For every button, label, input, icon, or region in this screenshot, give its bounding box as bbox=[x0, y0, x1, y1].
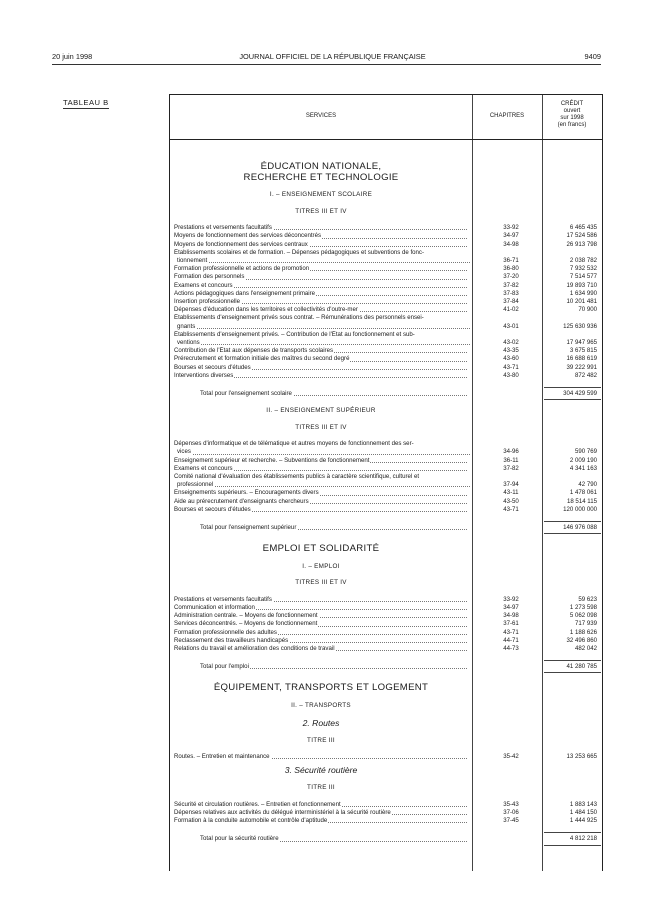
row-label: Établissements scolaires et de formation. – Dépenses pédagogiques et subventions de fonc- bbox=[174, 248, 424, 256]
row-credit: 5 062 098 bbox=[569, 612, 597, 620]
row-chapitre: 43-02 bbox=[503, 339, 519, 346]
heading-line: TITRES III ET IV bbox=[295, 207, 347, 215]
row-label: Services déconcentrés. – Moyens de fonctionnement bbox=[174, 620, 318, 628]
table-row bbox=[174, 637, 602, 645]
table-row bbox=[174, 465, 602, 473]
table-row bbox=[174, 481, 602, 489]
row-label: Formation professionnelle et actions de promotion bbox=[174, 265, 310, 273]
row-credit: 2 009 190 bbox=[569, 456, 597, 464]
row-chapitre: 43-80 bbox=[503, 371, 519, 379]
table-row bbox=[174, 298, 602, 306]
row-label: Comité national d'évaluation des établissements publics à caractère scientifique, culturel et bbox=[174, 473, 420, 480]
row-credit: 39 222 991 bbox=[566, 363, 597, 371]
row-label: Enseignement supérieur et recherche. – Subventions de fonctionnement bbox=[174, 456, 370, 464]
header-page-number: 9409 bbox=[584, 52, 601, 61]
row-credit: 7 514 577 bbox=[569, 273, 597, 281]
row-chapitre: 37-82 bbox=[503, 281, 519, 289]
row-label: gnants bbox=[177, 322, 196, 330]
row-credit: 872 482 bbox=[574, 371, 597, 379]
row-label: Moyens de fonctionnement des services déconcentrés bbox=[174, 232, 322, 240]
row-credit: 13 253 665 bbox=[566, 753, 597, 760]
row-chapitre: 33-92 bbox=[503, 224, 519, 232]
heading-line: RECHERCHE ET TECHNOLOGIE bbox=[243, 171, 399, 183]
row-credit: 17 947 965 bbox=[566, 339, 597, 346]
ministry-heading bbox=[170, 162, 472, 183]
table-row bbox=[174, 612, 602, 620]
row-label: Prestations et versements facultatifs bbox=[174, 595, 272, 603]
heading-line: 3. Sécurité routière bbox=[284, 765, 358, 776]
row-chapitre: 43-35 bbox=[503, 347, 519, 355]
row-label: Examens et concours bbox=[174, 281, 233, 289]
row-credit: 6 465 435 bbox=[569, 224, 597, 232]
row-label: Communication et information bbox=[174, 604, 255, 611]
row-credit: 1 444 925 bbox=[569, 817, 597, 825]
table-row-continued bbox=[174, 440, 602, 448]
row-label: Dépenses relatives aux activités du délégué interministériel à la sécurité routière bbox=[174, 808, 391, 816]
table-row bbox=[174, 257, 602, 265]
section-heading bbox=[170, 737, 472, 745]
row-credit: 1 273 598 bbox=[569, 604, 597, 611]
row-label: Contribution de l'État aux dépenses de transports scolaires bbox=[174, 347, 334, 355]
row-chapitre: 35-42 bbox=[503, 753, 519, 760]
heading-line: TITRE III bbox=[307, 784, 335, 792]
row-credit: 19 893 710 bbox=[566, 281, 597, 289]
table-row bbox=[174, 273, 602, 281]
table-row bbox=[174, 817, 602, 825]
table-row-continued bbox=[174, 314, 602, 322]
table-row bbox=[174, 489, 602, 497]
table-row-continued bbox=[174, 331, 602, 339]
heading-line: EMPLOI ET SOLIDARITÉ bbox=[262, 543, 380, 555]
table-row bbox=[174, 506, 602, 514]
row-credit: 590 769 bbox=[574, 448, 597, 456]
total-row bbox=[174, 390, 602, 398]
table-row bbox=[174, 355, 602, 363]
section-heading bbox=[170, 407, 472, 415]
heading-line: TITRE III bbox=[307, 736, 335, 744]
row-chapitre: 43-11 bbox=[503, 489, 519, 497]
row-label: professionnel bbox=[177, 481, 214, 489]
row-chapitre: 36-71 bbox=[503, 257, 519, 264]
row-chapitre: 41-02 bbox=[503, 306, 519, 314]
table-row bbox=[174, 620, 602, 628]
row-chapitre: 34-98 bbox=[503, 240, 519, 248]
row-label: Prérecrutement et formation initiale des maîtres du second degré bbox=[174, 355, 350, 363]
row-chapitre: 34-96 bbox=[503, 448, 519, 456]
row-label: Bourses et secours d'études bbox=[174, 505, 251, 513]
table-row bbox=[174, 282, 602, 290]
table-row-continued bbox=[174, 249, 602, 257]
row-credit: 18 514 115 bbox=[566, 497, 597, 505]
row-label: vices bbox=[177, 448, 191, 456]
subsection-heading bbox=[170, 719, 472, 727]
ministry-heading bbox=[170, 683, 472, 694]
total-label: Total pour l'emploi bbox=[200, 663, 249, 671]
row-chapitre: 34-97 bbox=[503, 232, 519, 240]
section-heading bbox=[170, 702, 472, 710]
section-heading bbox=[170, 208, 472, 216]
row-chapitre: 44-71 bbox=[503, 636, 519, 644]
row-label: Établissements d'enseignement privés. – Contribution de l'État au fonctionnement et sub- bbox=[174, 330, 415, 338]
row-chapitre: 44-73 bbox=[503, 645, 519, 652]
row-label: Administration centrale. – Moyens de fonctionnement bbox=[174, 612, 318, 620]
column-header-services: SERVICES bbox=[305, 113, 337, 119]
table-row bbox=[174, 645, 602, 653]
table-row bbox=[174, 306, 602, 314]
row-label: Interventions diverses bbox=[174, 371, 234, 379]
table-row bbox=[174, 604, 602, 612]
heading-line: ÉDUCATION NATIONALE, bbox=[260, 161, 382, 172]
row-credit: 1 883 143 bbox=[569, 800, 597, 808]
row-credit: 1 634 990 bbox=[569, 289, 597, 297]
row-label: Aide au prérecrutement d'enseignants chercheurs bbox=[174, 497, 309, 505]
row-credit: 59 623 bbox=[578, 595, 597, 603]
row-label: Relations du travail et amélioration des conditions de travail bbox=[174, 645, 335, 652]
credit-header-line: ouvert bbox=[563, 108, 581, 114]
section-heading bbox=[170, 424, 472, 432]
row-chapitre: 37-61 bbox=[503, 620, 519, 628]
table-row bbox=[174, 364, 602, 372]
row-chapitre: 34-98 bbox=[503, 612, 519, 620]
ministry-heading bbox=[170, 544, 472, 555]
row-label: Sécurité et circulation routières. – Entretien et fonctionnement bbox=[174, 800, 341, 808]
row-label: Reclassement des travailleurs handicapés bbox=[174, 636, 289, 644]
row-chapitre: 33-92 bbox=[503, 595, 519, 603]
table-row bbox=[174, 323, 602, 331]
row-credit: 26 913 798 bbox=[566, 240, 597, 248]
total-credit: 146 976 088 bbox=[542, 524, 597, 532]
total-label: Total pour la sécurité routière bbox=[200, 835, 279, 843]
row-label: Bourses et secours d'études bbox=[174, 363, 251, 371]
table-row bbox=[174, 224, 602, 232]
heading-line: TITRES III ET IV bbox=[295, 579, 347, 587]
row-label: Formation professionnelle des adultes bbox=[174, 628, 277, 636]
row-credit: 1 478 061 bbox=[569, 489, 597, 497]
column-header-credit bbox=[542, 101, 602, 129]
row-chapitre: 37-83 bbox=[503, 289, 519, 297]
table-row bbox=[174, 372, 602, 380]
header-date: 20 juin 1998 bbox=[52, 52, 93, 61]
tableau-label: TABLEAU B bbox=[63, 98, 109, 107]
row-label: ventions bbox=[177, 339, 200, 346]
heading-line: II. – TRANSPORTS bbox=[291, 702, 351, 709]
table-row-continued bbox=[174, 473, 602, 481]
row-credit: 125 630 936 bbox=[563, 322, 597, 330]
row-label: Enseignements supérieurs. – Encouragements divers bbox=[174, 489, 319, 497]
subsection-heading bbox=[170, 766, 472, 774]
section-heading bbox=[170, 563, 472, 571]
row-label: Prestations et versements facultatifs bbox=[174, 224, 272, 232]
total-label: Total pour l'enseignement supérieur bbox=[200, 524, 297, 531]
header-rule bbox=[52, 64, 601, 65]
row-credit: 717 939 bbox=[574, 620, 597, 628]
table-row bbox=[174, 801, 602, 809]
row-credit: 7 932 532 bbox=[569, 265, 597, 273]
row-credit: 482 042 bbox=[574, 645, 597, 652]
budget-table bbox=[169, 94, 603, 871]
row-chapitre: 34-97 bbox=[503, 604, 519, 611]
total-credit: 41 280 785 bbox=[542, 663, 597, 671]
row-chapitre: 43-71 bbox=[503, 505, 519, 513]
row-credit: 120 000 000 bbox=[563, 505, 597, 513]
row-credit: 2 038 782 bbox=[569, 257, 597, 264]
row-chapitre: 37-06 bbox=[503, 808, 519, 816]
row-credit: 42 790 bbox=[578, 481, 597, 489]
row-label: Formation à la conduite automobile et contrôle d'aptitude bbox=[174, 817, 328, 825]
row-credit: 17 524 586 bbox=[566, 232, 597, 240]
row-chapitre: 43-01 bbox=[503, 322, 519, 330]
row-chapitre: 36-80 bbox=[503, 265, 519, 273]
table-row bbox=[174, 596, 602, 604]
row-label: Examens et concours bbox=[174, 464, 233, 472]
heading-line: I. – ENSEIGNEMENT SCOLAIRE bbox=[269, 191, 373, 199]
credit-header-line: (en francs) bbox=[557, 122, 587, 128]
row-chapitre: 43-50 bbox=[503, 497, 519, 505]
heading-line: I. – EMPLOI bbox=[302, 562, 340, 570]
row-label: Dépenses d'informatique et de télématique et autres moyens de fonctionnement des ser- bbox=[174, 440, 414, 448]
total-label: Total pour l'enseignement scolaire bbox=[200, 390, 292, 397]
row-chapitre: 43-71 bbox=[503, 628, 519, 636]
header-journal-title: JOURNAL OFFICIEL DE LA RÉPUBLIQUE FRANÇAISE bbox=[239, 52, 426, 61]
section-heading bbox=[170, 579, 472, 587]
heading-line: 2. Routes bbox=[302, 717, 340, 728]
total-credit: 304 429 599 bbox=[542, 390, 597, 398]
credit-header-line: CRÉDIT bbox=[560, 101, 584, 107]
heading-line: II. – ENSEIGNEMENT SUPÉRIEUR bbox=[266, 407, 376, 415]
table-row bbox=[174, 347, 602, 355]
table-row bbox=[174, 265, 602, 273]
row-label: Moyens de fonctionnement des services centraux bbox=[174, 240, 308, 248]
row-chapitre: 37-84 bbox=[503, 298, 519, 305]
row-label: Insertion professionnelle bbox=[174, 298, 241, 305]
table-row bbox=[174, 457, 602, 465]
row-credit: 1 188 626 bbox=[569, 628, 597, 636]
row-label: tionnement bbox=[177, 257, 208, 264]
table-row bbox=[174, 753, 602, 761]
row-chapitre: 43-71 bbox=[503, 363, 519, 371]
total-credit: 4 812 218 bbox=[542, 835, 597, 843]
column-header-chapitres: CHAPITRES bbox=[489, 113, 525, 119]
header-separator bbox=[170, 139, 602, 140]
row-chapitre: 37-82 bbox=[503, 464, 519, 472]
row-credit: 32 496 860 bbox=[566, 636, 597, 644]
section-heading bbox=[170, 191, 472, 199]
row-label: Routes. – Entretien et maintenance bbox=[174, 753, 270, 760]
row-credit: 1 484 150 bbox=[569, 808, 597, 816]
table-row bbox=[174, 339, 602, 347]
row-chapitre: 36-11 bbox=[503, 456, 519, 464]
row-label: Établissements d'enseignement privés sous contrat. – Rémunérations des personnels ensei- bbox=[174, 314, 424, 322]
table-row bbox=[174, 629, 602, 637]
row-chapitre: 37-94 bbox=[503, 481, 519, 489]
row-credit: 3 675 815 bbox=[569, 347, 597, 355]
table-row bbox=[174, 290, 602, 298]
total-row bbox=[174, 835, 602, 843]
row-label: Formation des personnels bbox=[174, 273, 245, 281]
table-row bbox=[174, 809, 602, 817]
row-chapitre: 37-20 bbox=[503, 273, 519, 281]
credit-header-line: sur 1998 bbox=[560, 115, 584, 121]
row-chapitre: 35-43 bbox=[503, 800, 519, 808]
table-row bbox=[174, 241, 602, 249]
row-credit: 10 201 481 bbox=[566, 298, 597, 305]
heading-line: TITRES III ET IV bbox=[295, 423, 347, 431]
row-label: Actions pédagogiques dans l'enseignement primaire bbox=[174, 289, 316, 297]
table-row bbox=[174, 498, 602, 506]
row-credit: 4 341 163 bbox=[569, 464, 597, 472]
row-label: Dépenses d'éducation dans les territoires et collectivités d'outre-mer bbox=[174, 306, 358, 314]
total-row bbox=[174, 663, 602, 671]
table-row bbox=[174, 232, 602, 240]
row-chapitre: 43-60 bbox=[503, 355, 519, 363]
heading-line: ÉQUIPEMENT, TRANSPORTS ET LOGEMENT bbox=[213, 682, 429, 694]
row-credit: 70 900 bbox=[578, 306, 597, 314]
section-heading bbox=[170, 784, 472, 792]
row-chapitre: 37-45 bbox=[503, 817, 519, 825]
table-row bbox=[174, 448, 602, 456]
row-credit: 16 688 619 bbox=[566, 355, 597, 363]
total-row bbox=[174, 524, 602, 532]
